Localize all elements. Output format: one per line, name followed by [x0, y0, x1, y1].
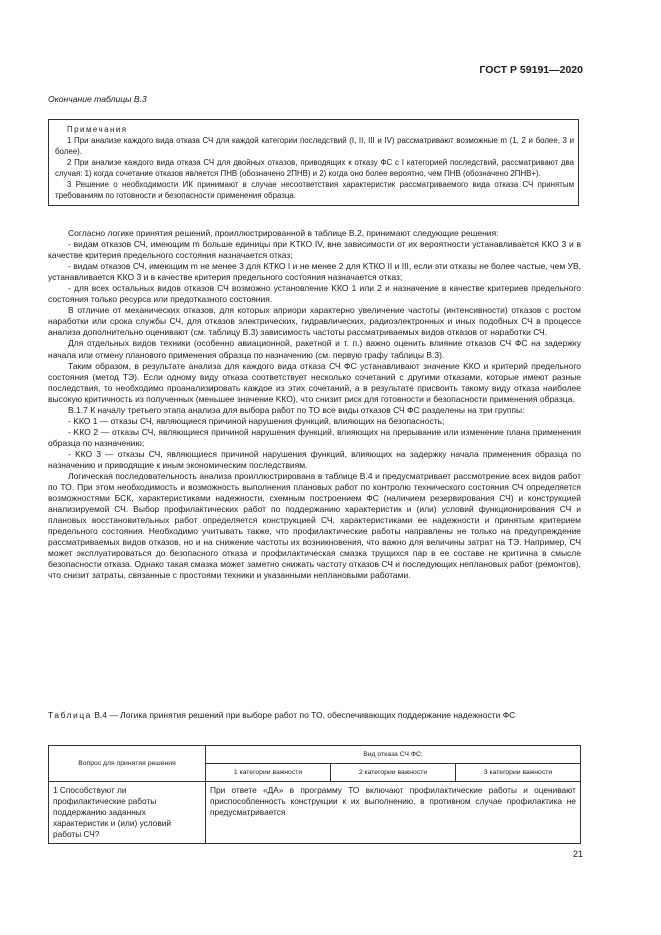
header-category-2: 2 категории важности: [331, 764, 456, 782]
header-category-3: 3 категории важности: [456, 764, 581, 782]
paragraph-summary: Таким образом, в результате анализа для каждого вида отказа СЧ ФС устанавливают значение KКО и критерий предельного состояния (метод ТЭ). Если одному виду отказа соответствует несколько сочетаний с другими отказами, которые имеют разные последствия, то необходимо проанализировать каждое из этих сочетаний, а в результате присвоить такому виду отказа наиболее высокую критичность из полученных (меньшее значение KКО), что снизит риск для готовности и безопасности применения образца.: [48, 360, 581, 404]
header-question: Вопрос для принятия решения: [49, 746, 206, 782]
notes-title: Примечания: [67, 125, 128, 134]
body-text: [48, 228, 581, 582]
paragraph-logic: Логическая последовательность анализа проиллюстрирована в таблице В.4 и предусматривает рассмотрение всех видов работ по ТО. При этом необходимость и возможность выполнения плановых работ по контролю технического состояния СЧ определяется возможностями БСК, характеристиками надежности, схемным построением ФС (наличием резервирования СЧ) и конструкцией анализируемой СЧ. Выбор профилактических работ по поддержанию характеристик и (или) условий функционирования СЧ и плановых восстановительных работ определяется конструкцией СЧ, характеристиками ее надежности и принятым критерием предельного состояния. Необходимо учитывать также, что профилактические работы направлены не только на предупреждение рассматриваемых видов отказов, но и на снижение частоты их возникновения, что важно для величины затрат на ТЭ. Например, СЧ может эксплуатироваться до безопасного отказа и профилактическая смазка трущихся пар в ее составе не критична в смысле безопасности отказа. Однако такая смазка может заметно снижать частоту отказов СЧ и последующих неплановых работ (ремонтов), что снизит затраты, связанные с простоями техники и указанными неплановыми работами.: [48, 471, 581, 581]
table-row: [49, 782, 581, 844]
header-failure-type: Вид отказа СЧ ФС:: [206, 746, 581, 764]
paragraph-bullet-1: - видам отказов СЧ, имеющим m больше единицы при KТКО IV, вне зависимости от их вероятности устанавливается KКО 3 и в качестве критерия предельного состояния назначается отказ;: [48, 239, 581, 261]
table-caption-word: Таблица: [48, 710, 92, 720]
paragraph-bullet-3: - для всех остальных видов отказов СЧ возможно установление KКО 1 или 2 и назначение в качестве критериев предельного состояния только ресурса или предотказного состояния.: [48, 283, 581, 305]
note-3: 3 Решение о необходимости ИК принимают в случае несоответствия характеристик рассматриваемого вида отказа СЧ принятым требованиям по готовности и безопасности применения образца.: [55, 180, 574, 200]
paragraph-decisions-intro: Согласно логике принятия решений, проиллюстрированной в таблице В.2, принимают следующие решения:: [68, 228, 499, 238]
table-continuation-label: Окончание таблицы В.3: [48, 94, 147, 104]
page-number: 21: [572, 849, 583, 859]
table-header-row: [49, 746, 581, 764]
table-caption: [48, 710, 581, 721]
note-1: 1 При анализе каждого вида отказа СЧ для каждой категории последствий (I, II, III и IV) рассматривают возможные m (1, 2 и более, 3 и более).: [55, 136, 574, 156]
decision-table: [48, 745, 581, 844]
row-answer: При ответе «ДА» в программу ТО включают профилактические работы и оценивают приспособленность конструкции к их выполнению, в противном случае профилактика не предусматривается: [206, 782, 581, 844]
header-category-1: 1 категории важности: [206, 764, 331, 782]
paragraph-b17: В.1.7 К началу третьего этапа анализа для выбора работ по ТО все виды отказов СЧ ФС разделены на три группы:: [68, 404, 525, 415]
paragraph-group-1: - KКО 1 — отказы СЧ, являющиеся причиной нарушения функций, влияющих на безопасность;: [68, 415, 445, 426]
paragraph-group-3: - KКО 3 — отказы СЧ, являющиеся причиной нарушения функций, влияющих на задержку начала применения образца по назначению и приводящие к иным экономическим последствиям.: [48, 448, 581, 470]
notes-box: [48, 119, 579, 206]
paragraph-group-2: - KКО 2 — отказы СЧ, являющиеся причиной нарушения функций, влияющих на прерывание или изменение плана применения образца по назначению;: [48, 426, 581, 448]
paragraph-aviation: Для отдельных видов техники (особенно авиационной, ракетной и т. п.) важно оценить влияние отказов СЧ ФС на задержку начала или отмену планового применения образца по назначению (см. первую графу таблицы В.3).: [48, 338, 581, 360]
standard-number: ГОСТ Р 59191—2020: [479, 64, 583, 76]
note-2: 2 При анализе каждого вида отказа СЧ для двойных отказов, приводящих к отказу ФС с I категорией последствий, рассматривают два случая: 1) когда сочетание отказов является ПНВ (обозначено 2ПНВ) и 2) когда оно более вероятно, чем ПНВ (обозначено 2ПНВ+).: [55, 158, 574, 178]
paragraph-bullet-2: - видам отказов СЧ, имеющим m не менее 3 для KТКО I и не менее 2 для KТКО II и III, если эти отказы не более частые, чем УВ, устанавливается KКО 3 и в качестве критерия предельного состояния назначается отказ;: [48, 261, 581, 283]
paragraph-mechanical: В отличие от механических отказов, для которых априори характерно увеличение частоты (интенсивности) отказов с ростом наработки или срока службы СЧ, для отказов электрических, гидравлических, радиоэлектронных и иных подобных СЧ в процессе анализа дополнительно оценивают (см. таблицу В.3) зависимость частоты рассматриваемых видов отказов от наработки СЧ.: [48, 305, 581, 338]
row-question: 1 Способствуют ли профилактические работы поддержанию заданных характеристик и (или) условий работы СЧ?: [49, 782, 206, 844]
table-caption-text: В.4 — Логика принятия решений при выборе работ по ТО, обеспечивающих поддержание надежности ФС: [94, 710, 516, 720]
